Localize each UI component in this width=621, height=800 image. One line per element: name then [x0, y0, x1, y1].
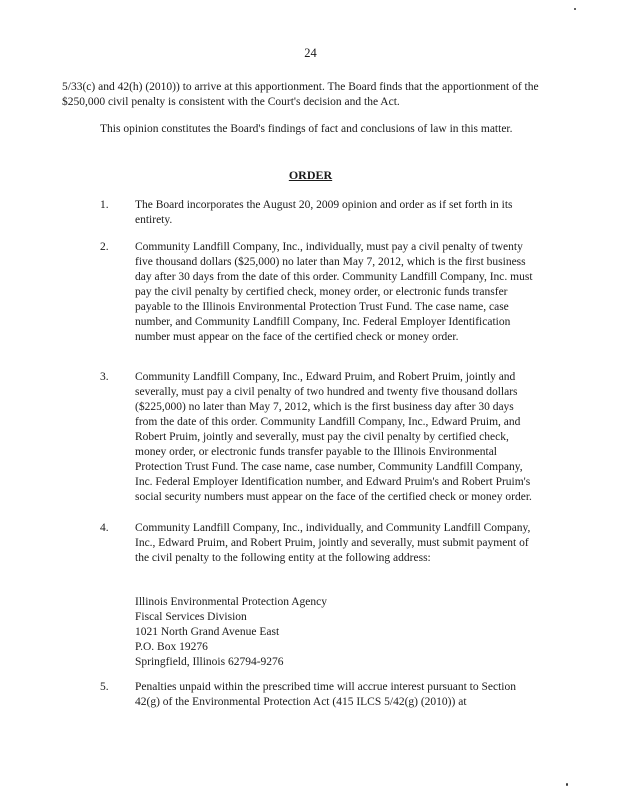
order-item-text: Penalties unpaid within the prescribed time will accrue interest pursuant to Section 42(g) of the Environmental Protection Act (415 ILCS 5/42(g) (2010)) at	[135, 681, 516, 708]
payment-address	[135, 595, 327, 670]
order-item-number: 4.	[100, 522, 109, 534]
findings-text: This opinion constitutes the Board's findings of fact and conclusions of law in this matter.	[100, 123, 513, 135]
address-line-city: Springfield, Illinois 62794-9276	[135, 656, 284, 668]
address-line-agency: Illinois Environmental Protection Agency	[135, 596, 327, 608]
address-line-po-box: P.O. Box 19276	[135, 641, 208, 653]
order-item-text: The Board incorporates the August 20, 2009 opinion and order as if set forth in its entirety.	[135, 199, 513, 226]
order-item-text: Community Landfill Company, Inc., Edward Pruim, and Robert Pruim, jointly and severally, must pay a civil penalty of two hundred and twenty five thousand dollars ($225,000) no later than May 7, 2012, which is the first business day after 30 days from the date of this order. Community Landfill Company, Inc., Edward Pruim, and Robert Pruim, jointly and severally, must pay the civil penalty by certified check, money order, or electronic funds transfer payable to the Illinois Environmental Protection Trust Fund. The case name, case number, Community Landfill Company, Inc. Federal Employer Identification number, and Edward Pruim's and Robert Pruim's social security numbers must appear on the face of the certified check or money order.	[135, 371, 532, 503]
order-item-number: 1.	[100, 199, 109, 211]
scan-speck	[566, 783, 568, 786]
intro-paragraph: 5/33(c) and 42(h) (2010)) to arrive at this apportionment. The Board finds that the apportionment of the $250,000 civil penalty is consistent with the Court's decision and the Act.	[62, 81, 539, 108]
order-heading: ORDER	[288, 168, 333, 182]
address-line-street: 1021 North Grand Avenue East	[135, 626, 280, 638]
page-number: 24	[304, 46, 317, 60]
order-item-text: Community Landfill Company, Inc., individually, must pay a civil penalty of twenty five thousand dollars ($25,000) no later than May 7, 2012, which is the first business day after 30 days from the date of this order. Community Landfill Company, Inc. must pay the civil penalty by certified check, money order, or electronic funds transfer payable to the Illinois Environmental Protection Trust Fund. The case name, case number, and Community Landfill Company, Inc. Federal Employer Identification number must appear on the face of the certified check or money order.	[135, 241, 533, 343]
order-item-text: Community Landfill Company, Inc., individually, and Community Landfill Company, Inc., Edward Pruim, and Robert Pruim, jointly and severally, must submit payment of the civil penalty to the following entity at the following address:	[135, 522, 531, 564]
order-item-number: 3.	[100, 371, 109, 383]
order-item-number: 2.	[100, 241, 109, 253]
findings-paragraph	[62, 122, 562, 137]
order-item-number: 5.	[100, 681, 109, 693]
scan-speck	[574, 8, 576, 10]
address-line-division: Fiscal Services Division	[135, 611, 247, 623]
